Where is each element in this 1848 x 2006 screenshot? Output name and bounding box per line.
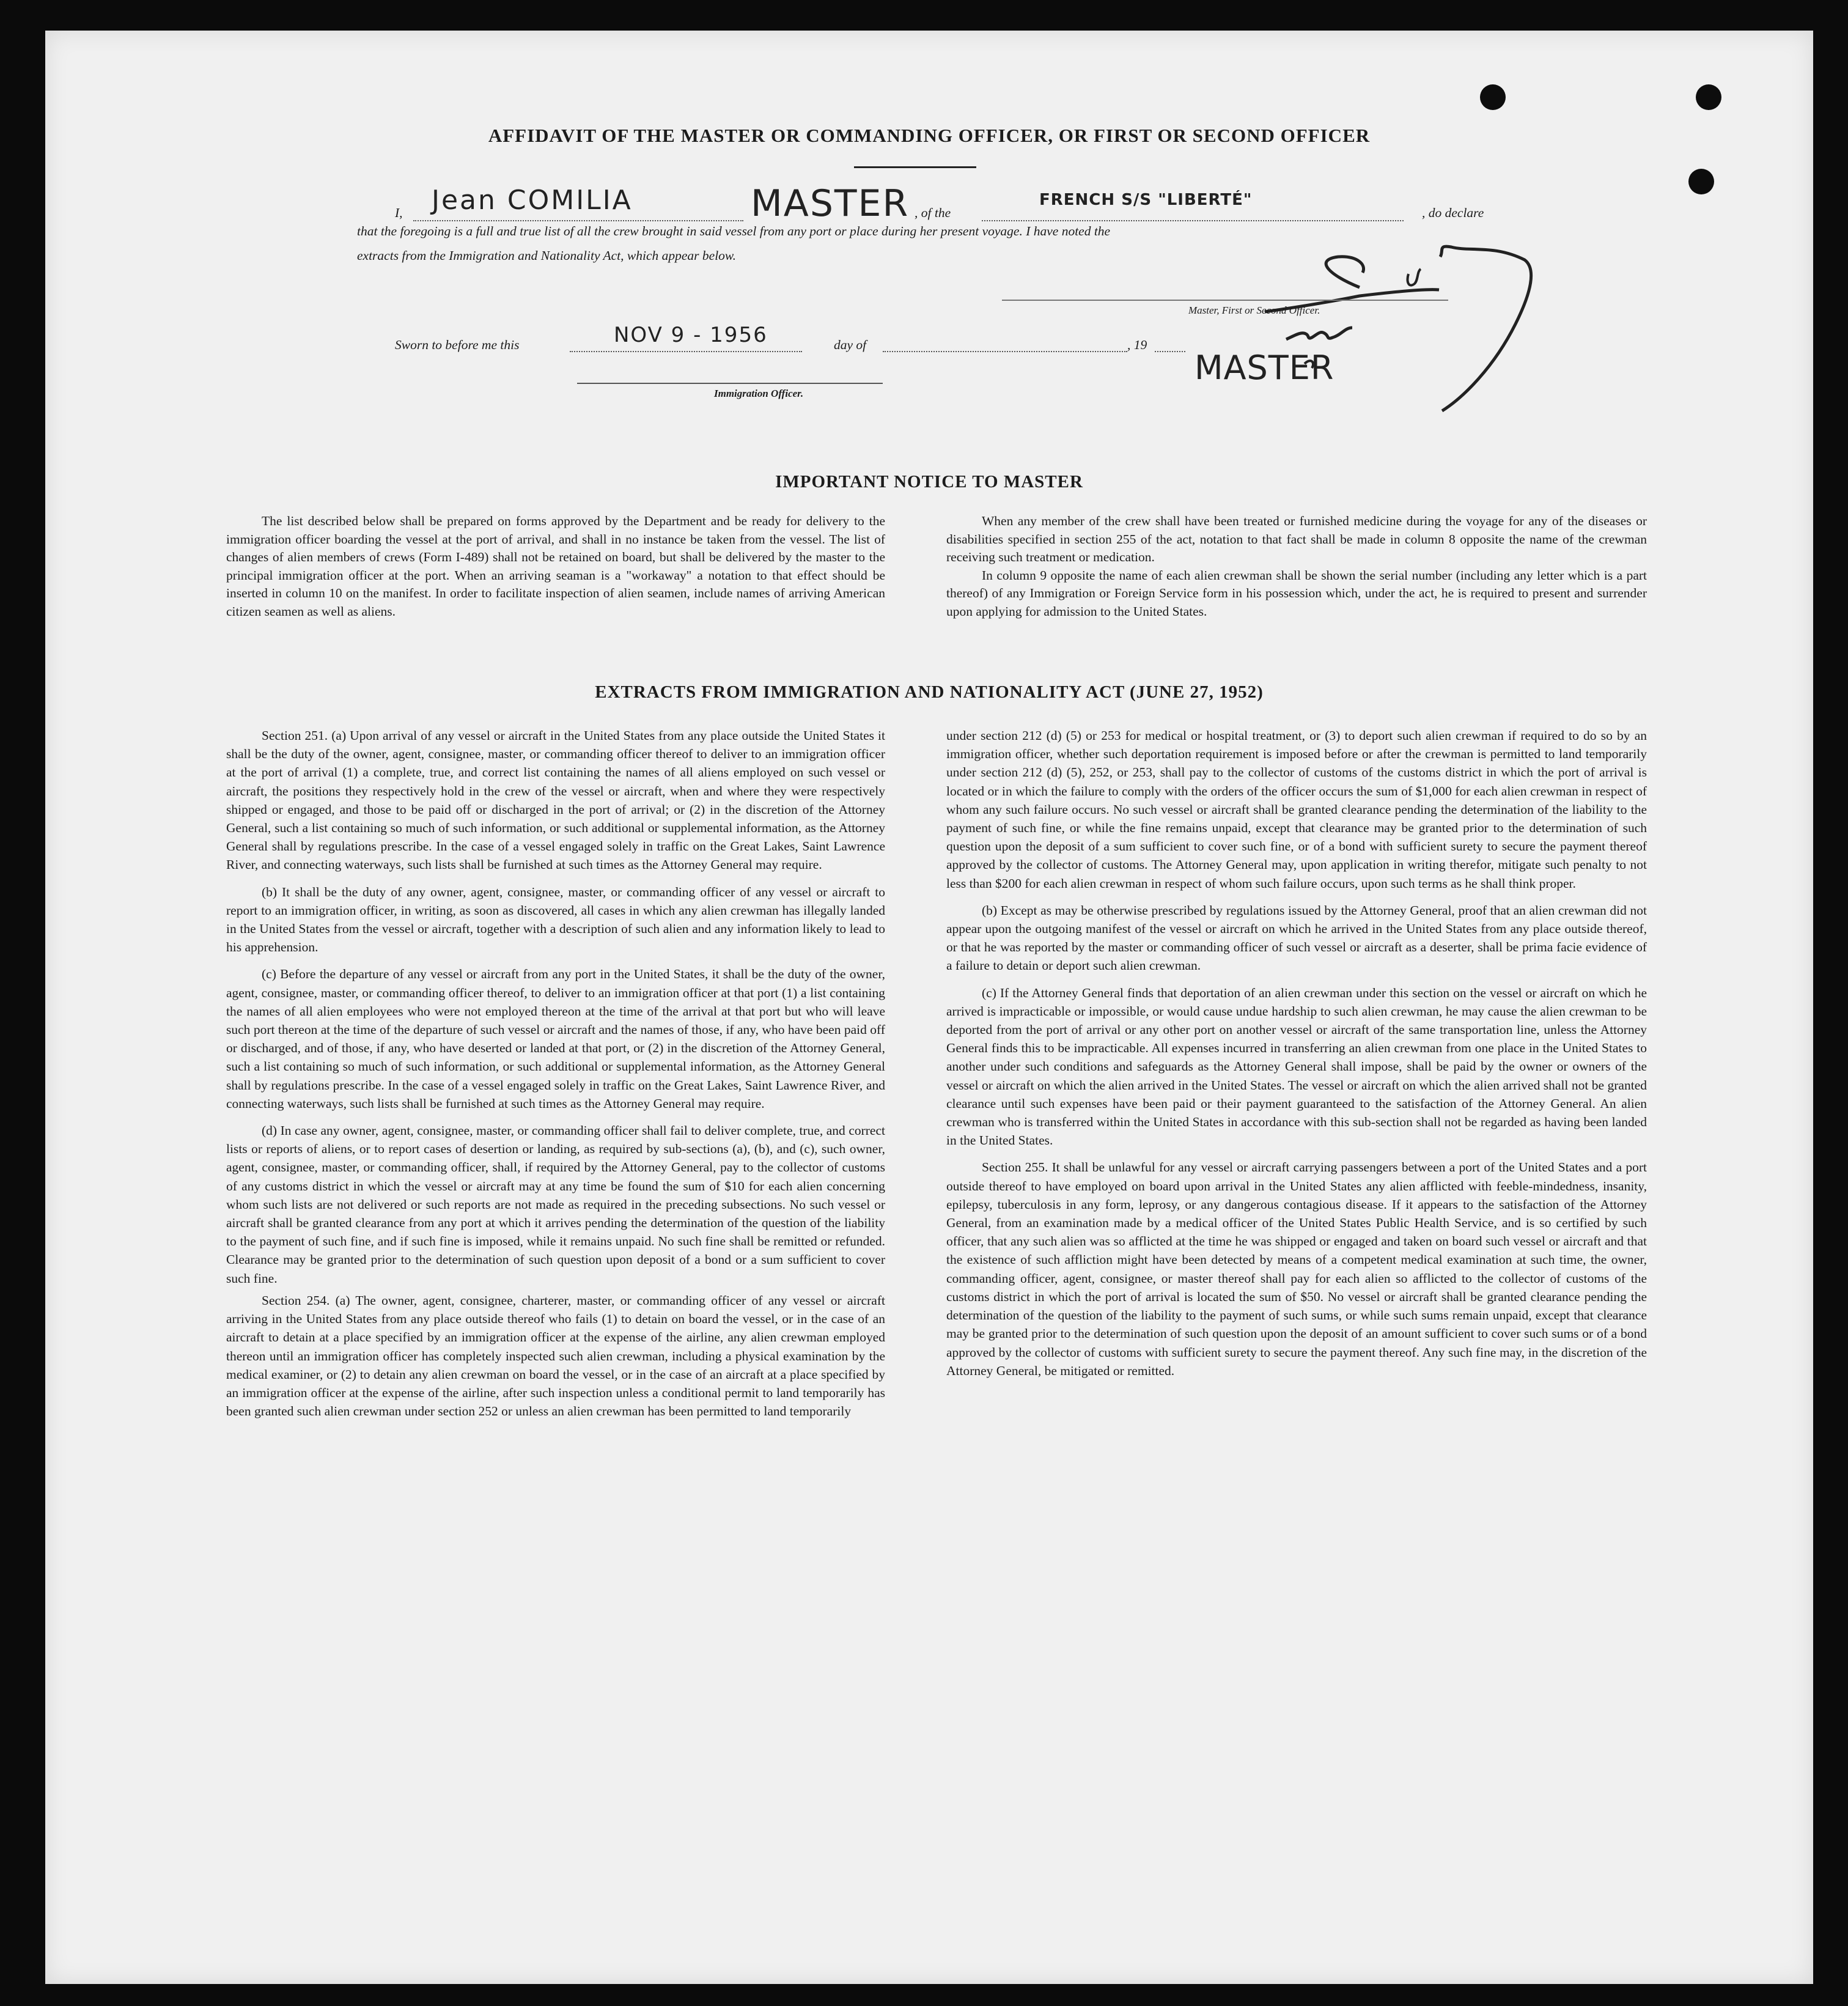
year-label: , 19 [1127, 337, 1147, 352]
notice-right-column [946, 512, 1647, 629]
notice-heading: IMPORTANT NOTICE TO MASTER [775, 472, 1083, 492]
year-line [1155, 351, 1185, 352]
extracts-heading: EXTRACTS FROM IMMIGRATION AND NATIONALITY ACT (JUNE 27, 1952) [595, 682, 1264, 702]
section-255: Section 255. It shall be unlawful for any vessel or aircraft carrying passengers between a port of the United States and a port outside thereof to have employed on board upon arrival in the United States any alien afflicted with feeble-mindedness, insanity, epilepsy, tuberculosis in any form, leprosy, or any dangerous contagious disease. If it appears to the satisfaction of the Attorney General, from an examination made by a medical officer of the United States Public Health Service, and is so certified by such officer, that any such alien was so afflicted at the time he was shipped or engaged and taken on board such vessel or aircraft and that the existence of such affliction might have been detected by means of a competent medical examination at such time, the owner, commanding officer, agent, consignee, or master thereof shall pay for each alien so afflicted to the collector of customs of the customs district in which the port of arrival is located the sum of $50. No vessel or aircraft shall be granted clearance pending the determination of the question of the liability to the payment of such sums, or while such sums remain unpaid, except that clearance may be granted prior to the determination of such question upon the deposit of an amount sufficient to cover such sums or of a bond approved by the collector of customs with sufficient surety to secure the payment thereof. Any such fine may, in the discretion of the Attorney General, be mitigated or remitted. [946, 1160, 1647, 1378]
do-declare-label: , do declare [1422, 205, 1484, 220]
document-page [45, 31, 1813, 1984]
vessel-field-line [982, 220, 1404, 221]
section-251-c: (c) Before the departure of any vessel or aircraft from any port in the United States, it shall be the duty of the owner, agent, consignee, master, or commanding officer thereof, to deliver to an immigration officer at that port (1) a list containing the names of all alien employees who were not employed thereon at the time of the arrival at that port but who will leave such port thereon at the time of the departure of such vessel or aircraft and the names of those, if any, who have been paid off or discharged, and of those, if any, who have deserted or landed at that port, or (2) in the discretion of the Attorney General, such a list containing so much of such information, or such additional or supplemental information, as the Attorney General shall by regulations prescribe. In the case of a vessel engaged solely in traffic on the Great Lakes, Saint Lawrence River, and connecting waterways, such lists shall be furnished at such times as the Attorney General may require. [226, 967, 885, 1111]
section-254-a: Section 254. (a) The owner, agent, consignee, charterer, master, or commanding officer of any vessel or aircraft arriving in the United States from any place outside thereof who fails (1) to detain on board the vessel, or in the case of an aircraft to detain at a place specified by an immigration officer at the expense of the airline, any alien crewman employed thereon until an immigration officer has completely inspected such alien crewman, including a physical examination by the medical examiner, or (2) to detain any alien crewman on board the vessel, or in the case of an aircraft at a place specified by an immigration officer at the expense of the airline, after such inspection unless a conditional permit to land temporarily has been granted such alien crewman under section 252 or unless an alien crewman has been permitted to land temporarily [226, 1292, 885, 1419]
punch-hole [1696, 84, 1721, 110]
crew-master-name: Jean COMILIA [432, 185, 633, 216]
section-251-a: Section 251. (a) Upon arrival of any vessel or aircraft in the United States from any place outside the United States it shall be the duty of the owner, agent, consignee, master, or commanding officer thereof to deliver to an immigration officer at the port of arrival (1) a complete, true, and correct list containing the names of all aliens employed on such vessel or aircraft, the positions they respectively hold in the crew of the vessel or aircraft, when and where they were respectively shipped or engaged, and those to be paid off or discharged in the port of arrival; or (2) in the discretion of the Attorney General, such a list containing so much of such information, or such additional or supplemental information, as the Attorney General shall by regulations prescribe. In the case of a vessel engaged solely in traffic on the Great Lakes, Saint Lawrence River, and connecting waterways, such lists shall be furnished at such times as the Attorney General may require. [226, 728, 885, 872]
title-rule [854, 166, 976, 168]
name-field-line [413, 220, 743, 221]
declaration-line-1 [395, 182, 1520, 226]
master-stamp: MASTER [1195, 348, 1334, 387]
extracts-right-column [946, 726, 1647, 1388]
master-officer-label: Master, First or Second Officer. [1188, 304, 1320, 316]
master-signature [1207, 232, 1635, 434]
declaration-line-2: that the foregoing is a full and true list of all the crew brought in said vessel from any port or place during her present voyage. I have noted the [357, 224, 1111, 238]
day-of-line [883, 351, 1127, 352]
notice-left-paragraph: The list described below shall be prepared on forms approved by the Department and be ready for delivery to the immigration officer boarding the vessel at the port of arrival, and shall in no instance be taken from the vessel. The list of changes of alien members of crews (Form I-489) shall not be retained on board, but shall be delivered by the master to the principal immigration officer at the port. When an arriving seaman is a "workaway" a notation to that effect should be inserted in column 10 on the manifest. In order to facilitate inspection of alien seamen, include names of arriving American citizen seamen as well as aliens. [226, 514, 885, 619]
section-251-b: (b) It shall be the duty of any owner, agent, consignee, master, or commanding officer of any vessel or aircraft to report to an immigration officer, in writing, as soon as discovered, all cases in which any alien crewman has illegally landed in the United States from the vessel or aircraft, together with a description of such alien and any information likely to lead to his apprehension. [226, 884, 885, 955]
i-label: I, [395, 205, 403, 220]
notice-right-paragraph-2: In column 9 opposite the name of each alien crewman shall be shown the serial number (including any letter which is a part thereof) of any Immigration or Foreign Service form in his possession which, under the act, he is required to present and surrender upon applying for admission to the United States. [946, 567, 1647, 619]
section-251-d: (d) In case any owner, agent, consignee, master, or commanding officer shall fail to deliver complete, true, and correct lists or reports of aliens, or to report cases of desertion or landing, as required by sub-sections (a), (b), and (c), such owner, agent, consignee, master, or commanding officer, shall, if required by the Attorney General, pay to the collector of customs of any customs district in which the vessel or aircraft may at any time be found the sum of $10 for each alien concerning whom such lists are not delivered or such reports are not made as required in the preceding subsections. No such vessel or aircraft shall be granted clearance from any port at which it arrives pending the determination of the question of the liability to the payment of such fine, and if such fine is imposed, while it remains unpaid. No such fine shall be remitted or refunded. Clearance may be granted prior to the determination of such question upon deposit of a bond or a sum sufficient to cover such fine. [226, 1123, 885, 1286]
of-the-label: , of the [915, 205, 951, 220]
sworn-date: NOV 9 - 1956 [614, 323, 768, 347]
section-254-c: (c) If the Attorney General finds that deportation of an alien crewman under this section on the vessel or aircraft on which he arrived is impracticable or impossible, or would cause undue hardship to such alien crewman, he may cause the alien crewman to be deported from the port of arrival or any other port on another vessel or aircraft of the same transportation line, unless the Attorney General finds this to be impracticable. All expenses incurred in transferring an alien crewman from one place in the United States to another under such conditions and safeguards as the Attorney General shall impose, shall be paid by the owner or owners of the vessel or aircraft on which the alien arrived in the United States. The vessel or aircraft on which the alien arrived shall not be granted clearance until such expenses have been paid or their payment guaranteed to the satisfaction of the Attorney General. An alien crewman who is transferred within the United States in accordance with this sub-section shall not be regarded as having been landed in the United States. [946, 985, 1647, 1148]
declaration-line-3: extracts from the Immigration and Nationality Act, which appear below. [357, 248, 737, 263]
affidavit-title: AFFIDAVIT OF THE MASTER OR COMMANDING OFFICER, OR FIRST OR SECOND OFFICER [488, 125, 1371, 146]
immigration-officer-label: Immigration Officer. [714, 388, 804, 399]
punch-hole [1480, 84, 1506, 110]
signature-line [1002, 300, 1448, 301]
sworn-date-line [570, 351, 802, 352]
punch-hole [1688, 169, 1714, 194]
rank-stamp: MASTER [751, 182, 910, 225]
notice-right-paragraph-1: When any member of the crew shall have been treated or furnished medicine during the voyage for any of the diseases or disabilities specified in section 255 of the act, notation to that fact shall be made in column 8 opposite the name of the crewman receiving such treatment or medication. [946, 514, 1647, 564]
section-254-a-continued: under section 212 (d) (5) or 253 for medical or hospital treatment, or (3) to deport such alien crewman if required to do so by an immigration officer, whether such deportation requirement is imposed before or after the crewman is permitted to land temporarily under section 212 (d) (5), 252, or 253, shall pay to the collector of customs of the customs district in which the port of arrival is located or in which the failure to comply with the orders of the officer occurs the sum of $1,000 for each alien crewman in respect of whom any such failure occurs. No such vessel or aircraft shall be granted clearance pending the determination of the liability to the payment of such fine, or while the fine remains unpaid, except that clearance may be granted prior to the determination of such question upon the deposit of a sum sufficient to cover such fine, or of a bond with sufficient surety to secure the payment thereof approved by the collector of customs. The Attorney General may, upon application in writing therefor, mitigate such penalty to not less than $200 for each alien crewman in respect of whom such failure occurs, upon such terms as he shall think proper. [946, 728, 1647, 891]
extracts-left-column [226, 726, 885, 1429]
vessel-name: FRENCH S/S "LIBERTÉ" [1039, 191, 1253, 209]
officer-signature-line [577, 383, 883, 384]
day-of-label: day of [834, 337, 867, 352]
sworn-label: Sworn to before me this [395, 337, 520, 352]
section-254-b: (b) Except as may be otherwise prescribed by regulations issued by the Attorney General, proof that an alien crewman did not appear upon the outgoing manifest of the vessel or aircraft on which he arrived in the United States from any place outside thereof, or that he was reported by the master or commanding officer of such vessel or aircraft as a deserter, shall be prima facie evidence of a failure to detain or deport such alien crewman. [946, 902, 1647, 973]
notice-left-column [226, 512, 885, 629]
